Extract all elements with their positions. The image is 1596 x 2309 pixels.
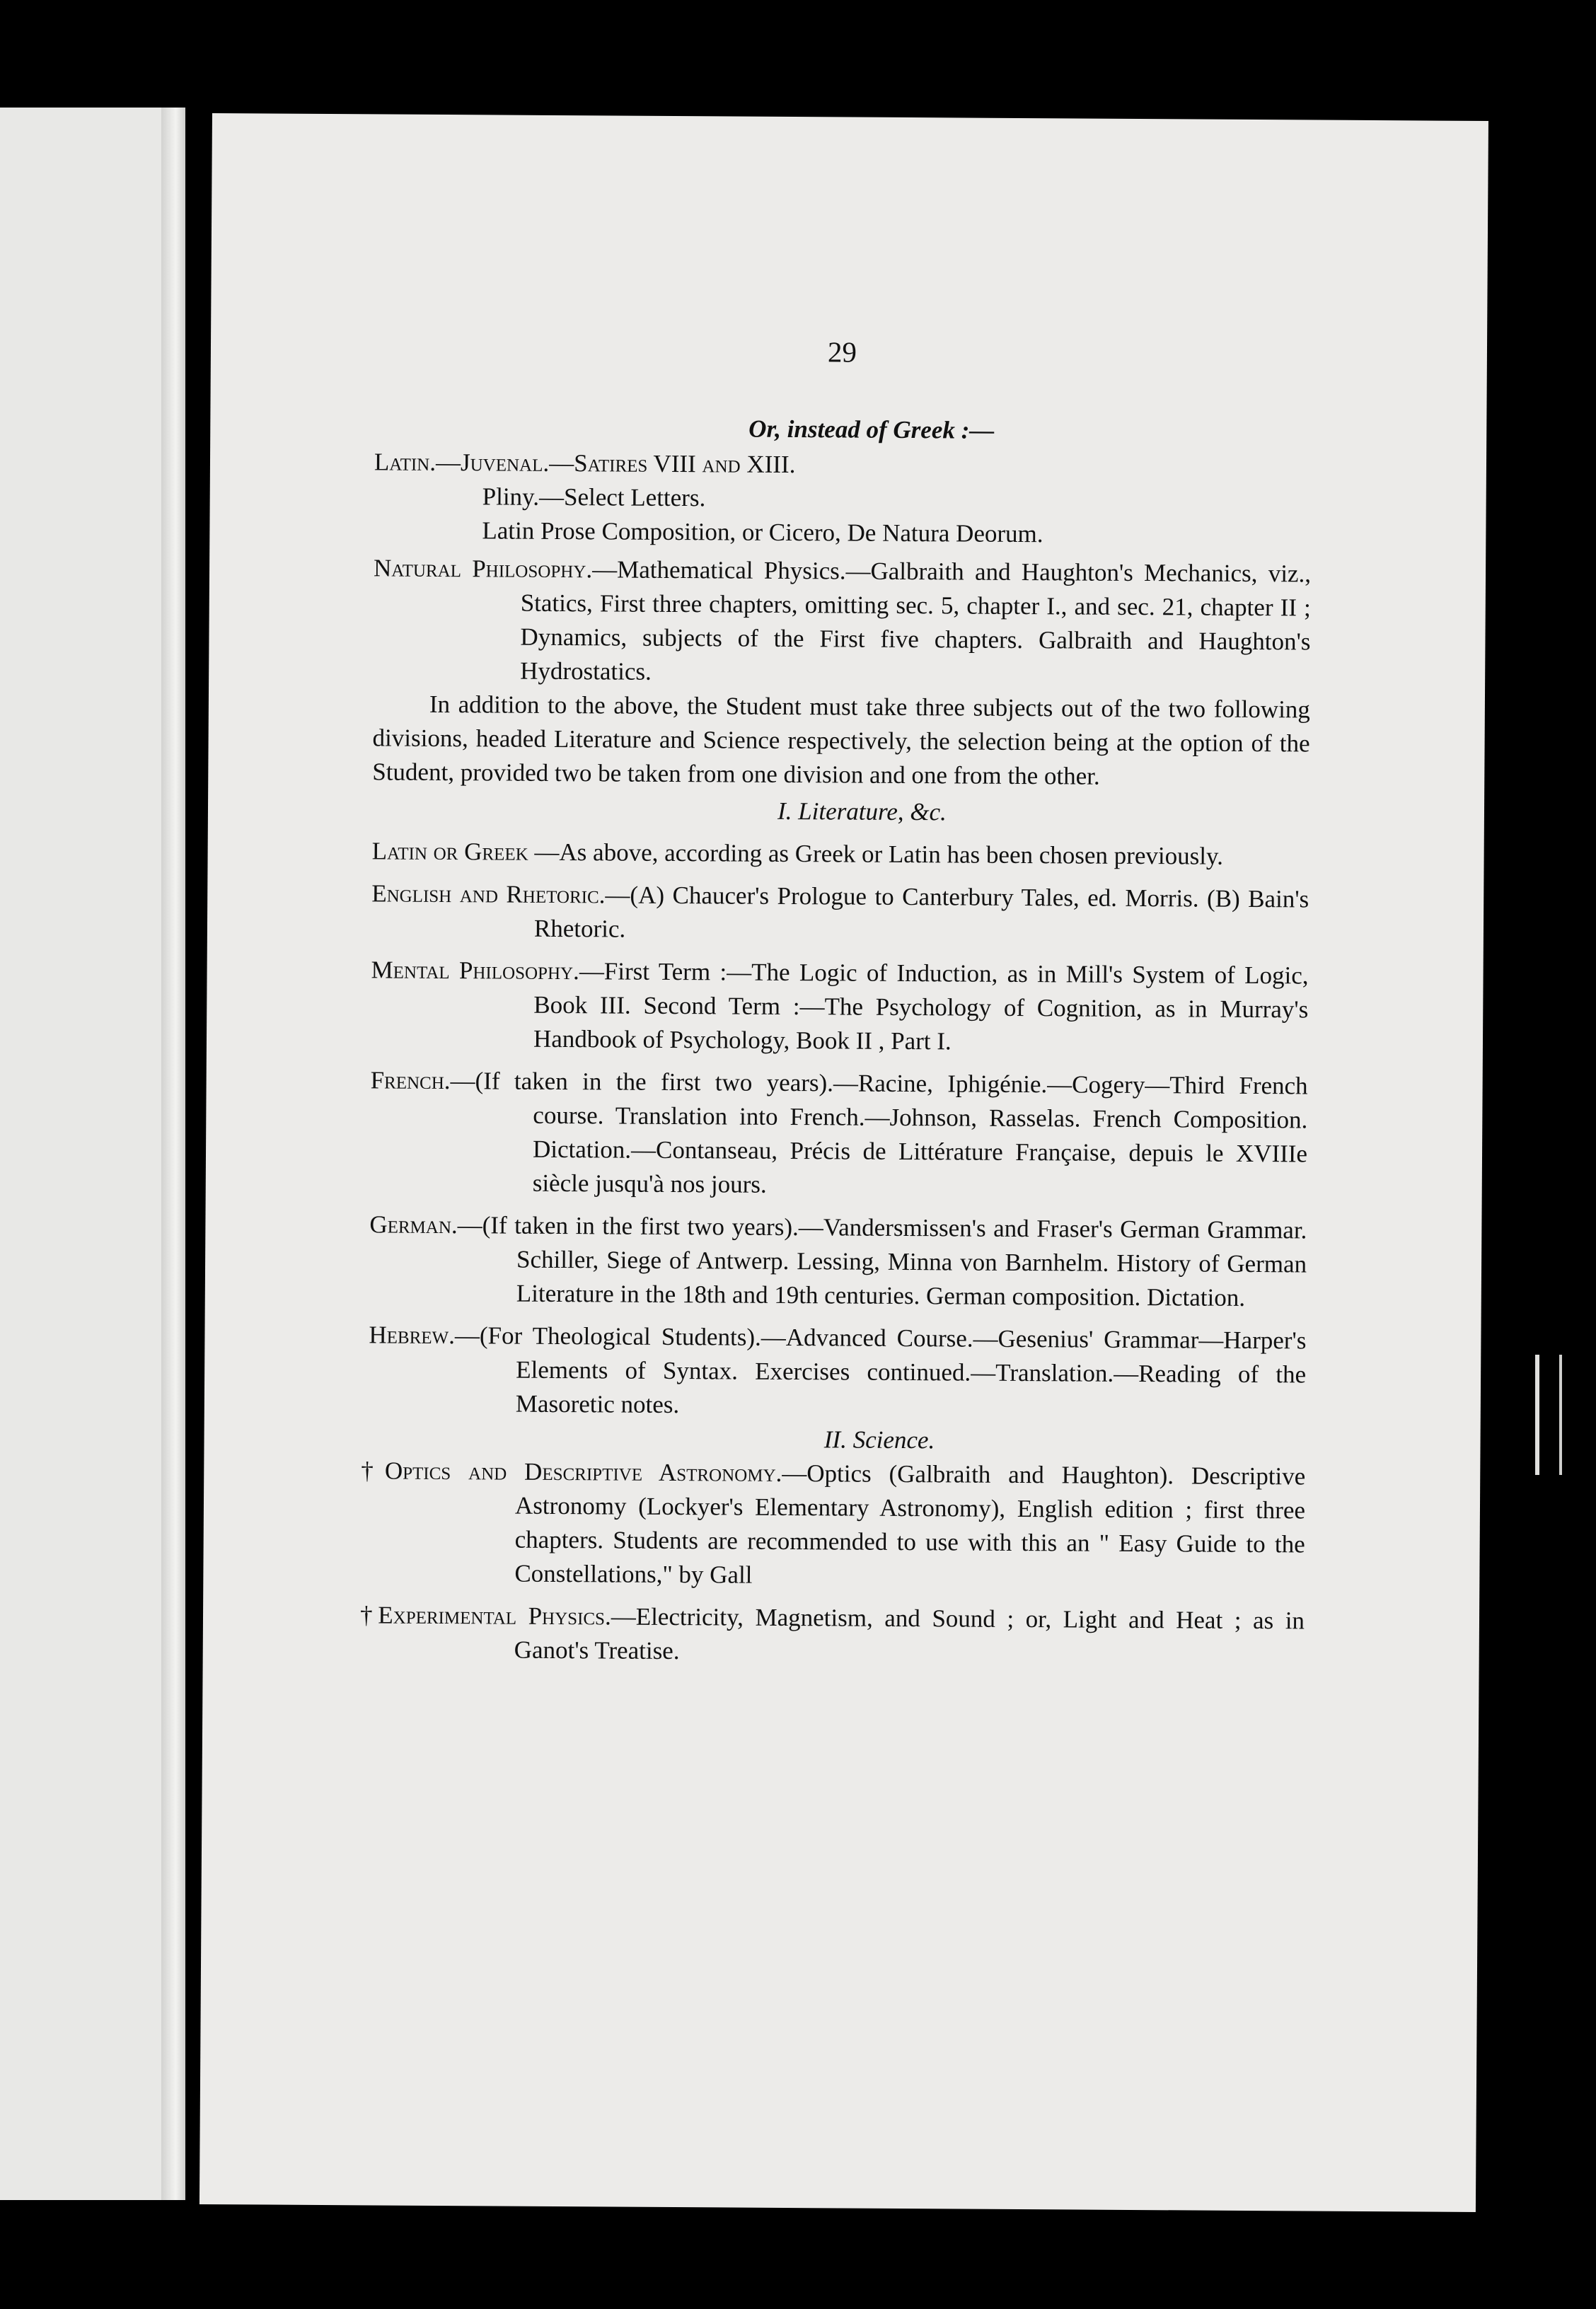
hebrew-label: Hebrew. <box>369 1321 456 1350</box>
page-number: 29 <box>827 335 857 369</box>
latin-or-greek-label: Latin or Greek <box>371 837 528 866</box>
optics-text: —Optics (Galbraith and Haughton). Descriptive Astronomy (Lockyer's Elementary Astronomy), English edition ; first three chapters. Students are recommended to use with this an " Easy Guide to the Constellations," by Gall <box>514 1459 1306 1589</box>
latin-or-greek-entry <box>371 834 1309 874</box>
page-body <box>359 114 1314 1672</box>
english-rhetoric-label: English and Rhetoric. <box>371 879 606 909</box>
english-rhetoric-text: —(A) Chaucer's Prologue to Canterbury Tales, ed. Morris. (B) Bain's Rhetoric. <box>533 881 1309 943</box>
optics-label: †Optics and Descriptive Astronomy. <box>361 1457 782 1487</box>
mental-philosophy-entry <box>371 953 1309 1060</box>
latin-entry <box>374 445 1312 552</box>
latin-label: Latin. <box>374 448 436 476</box>
hebrew-entry <box>369 1318 1307 1425</box>
german-label: German. <box>369 1210 458 1239</box>
natural-philosophy-entry <box>373 551 1311 693</box>
latin-or-greek-text: —As above, according as Greek or Latin has been chosen previously. <box>528 838 1224 870</box>
english-rhetoric-entry <box>371 876 1309 950</box>
latin-line1: —Juvenal.—Satires VIII and XIII. <box>435 448 796 479</box>
mental-philosophy-text: —First Term :—The Logic of Induction, as in Mill's System of Logic, Book III. Second Term :—The Psychology of Cognition, as in Murray's Handbook of Psychology, Book II , Part I. <box>533 957 1309 1055</box>
experimental-physics-text: —Electricity, Magnetism, and Sound ; or, Light and Heat ; as in Ganot's Treatise. <box>514 1602 1305 1665</box>
french-label: French. <box>370 1066 451 1095</box>
left-facing-page <box>0 108 185 2200</box>
latin-line2: Pliny.—Select Letters. <box>482 482 706 512</box>
french-entry <box>370 1063 1308 1205</box>
natural-philosophy-label: Natural Philosophy. <box>373 554 593 584</box>
experimental-physics-label: †Experimental Physics. <box>359 1601 611 1631</box>
book-spine <box>161 108 185 2200</box>
experimental-physics-entry <box>360 1598 1305 1672</box>
section-literature-title: I. Literature, &c. <box>777 797 947 826</box>
french-text: —(If taken in the first two years).—Racine, Iphigénie.—Cogery—Third French course. Translation into French.—Johnson, Rasselas. French Composition. Dictation.—Contanseau, Précis de Littérature Française, depuis le XVIIIe siècle jusqu'à nos jours. <box>450 1067 1308 1198</box>
heading-or-greek: Or, instead of Greek :— <box>748 415 995 444</box>
german-entry <box>369 1208 1307 1315</box>
natural-philosophy-text: —Mathematical Physics.—Galbraith and Haughton's Mechanics, viz., Statics, First three chapters, omitting sec. 5, chapter I., and sec. 21, chapter II ; Dynamics, subjects of the First five chapters. Galbraith and Haughton's Hydrostatics. <box>520 555 1312 685</box>
mental-philosophy-label: Mental Philosophy. <box>371 956 580 985</box>
document-page <box>200 113 1488 2212</box>
edge-clip-mark <box>1535 1355 1562 1475</box>
hebrew-text: —(For Theological Students).—Advanced Course.—Gesenius' Grammar—Harper's Elements of Syntax. Exercises continued.—Translation.—Reading of the Masoretic notes. <box>454 1321 1307 1419</box>
german-text: —(If taken in the first two years).—Vandersmissen's and Fraser's German Grammar. Schiller, Siege of Antwerp. Lessing, Minna von Barnhelm. History of German Literature in the 18th and 19th centuries. German composition. Dictation. <box>457 1211 1307 1312</box>
section-science-title: II. Science. <box>823 1425 935 1454</box>
addition-paragraph: In addition to the above, the Student must take three subjects out of the two following divisions, headed Literature and Science respectively, the selection being at the option of the Student, provided two be taken from one division and one from the other. <box>372 690 1310 790</box>
optics-entry <box>360 1454 1305 1595</box>
latin-line3: Latin Prose Composition, or Cicero, De Natura Deorum. <box>482 516 1043 548</box>
